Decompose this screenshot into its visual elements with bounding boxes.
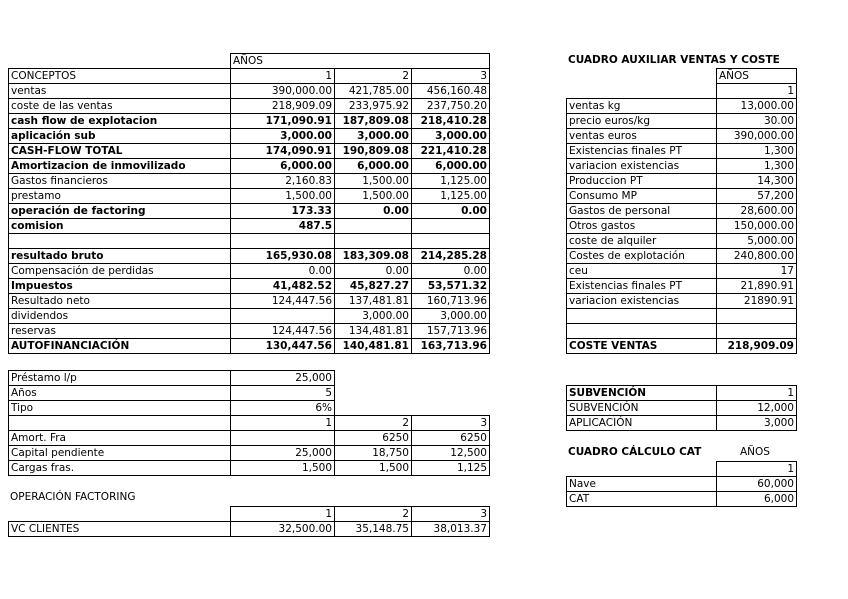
table-row bbox=[9, 204, 490, 219]
cat-label: CAT bbox=[567, 492, 717, 507]
table-row bbox=[567, 114, 797, 129]
aux-value: 21,890.91 bbox=[717, 279, 797, 294]
factoring-year-1: 1 bbox=[231, 507, 335, 522]
row-label: Resultado neto bbox=[9, 294, 231, 309]
aux-value: 21890.91 bbox=[717, 294, 797, 309]
table-row bbox=[9, 249, 490, 264]
aux-value: 1,300 bbox=[717, 159, 797, 174]
row-value-year-3: 157,713.96 bbox=[412, 324, 490, 339]
loan-year-2: 2 bbox=[335, 416, 412, 431]
row-label: Gastos financieros bbox=[9, 174, 231, 189]
row-value-year-3: 53,571.32 bbox=[412, 279, 490, 294]
aux-value: 14,300 bbox=[717, 174, 797, 189]
aux-value bbox=[717, 309, 797, 324]
cargas-value: 1,500 bbox=[231, 461, 335, 476]
row-value-year-3: 456,160.48 bbox=[412, 84, 490, 99]
row-label: ventas bbox=[9, 84, 231, 99]
amort-value bbox=[231, 431, 335, 446]
row-label: prestamo bbox=[9, 189, 231, 204]
table-row bbox=[567, 99, 797, 114]
coste-ventas-value: 218,909.09 bbox=[717, 339, 797, 354]
row-value-year-3: 237,750.20 bbox=[412, 99, 490, 114]
table-row bbox=[9, 144, 490, 159]
capital-value: 12,500 bbox=[412, 446, 490, 461]
aplicacion-value: 3,000 bbox=[717, 416, 797, 431]
aux-label: Costes de explotación bbox=[567, 249, 717, 264]
row-label: Compensación de perdidas bbox=[9, 264, 231, 279]
amort-value: 6250 bbox=[412, 431, 490, 446]
table-row bbox=[567, 144, 797, 159]
row-value-year-1: 218,909.09 bbox=[231, 99, 335, 114]
nave-value: 60,000 bbox=[717, 477, 797, 492]
row-value-year-2: 1,500.00 bbox=[335, 189, 412, 204]
cat-value: 6,000 bbox=[717, 492, 797, 507]
table-row bbox=[9, 159, 490, 174]
row-value-year-2: 233,975.92 bbox=[335, 99, 412, 114]
row-value-year-1: 130,447.56 bbox=[231, 339, 335, 354]
table-row bbox=[9, 99, 490, 114]
row-value-year-2: 190,809.08 bbox=[335, 144, 412, 159]
loan-year-1: 1 bbox=[231, 416, 335, 431]
table-row bbox=[9, 309, 490, 324]
aux-value: 57,200 bbox=[717, 189, 797, 204]
capital-value: 18,750 bbox=[335, 446, 412, 461]
row-value-year-3: 218,410.28 bbox=[412, 114, 490, 129]
row-value-year-2: 183,309.08 bbox=[335, 249, 412, 264]
anos-value: 5 bbox=[231, 386, 335, 401]
table-row bbox=[567, 324, 797, 339]
nave-label: Nave bbox=[567, 477, 717, 492]
row-value-year-1: 390,000.00 bbox=[231, 84, 335, 99]
table-row bbox=[567, 204, 797, 219]
aux-label: variacion existencias bbox=[567, 294, 717, 309]
coste-ventas-label: COSTE VENTAS bbox=[567, 339, 717, 354]
row-value-year-2 bbox=[335, 234, 412, 249]
table-row bbox=[567, 189, 797, 204]
aux-label: coste de alquiler bbox=[567, 234, 717, 249]
cargas-value: 1,500 bbox=[335, 461, 412, 476]
vc-clientes-value: 35,148.75 bbox=[335, 522, 412, 537]
row-label: cash flow de explotacion bbox=[9, 114, 231, 129]
row-value-year-3: 1,125.00 bbox=[412, 174, 490, 189]
empty-cell bbox=[9, 416, 231, 431]
capital-value: 25,000 bbox=[231, 446, 335, 461]
row-label: CASH-FLOW TOTAL bbox=[9, 144, 231, 159]
row-value-year-2: 1,500.00 bbox=[335, 174, 412, 189]
aux-label: ventas kg bbox=[567, 99, 717, 114]
row-value-year-3: 3,000.00 bbox=[412, 309, 490, 324]
aux-year: 1 bbox=[717, 84, 797, 99]
row-value-year-1: 3,000.00 bbox=[231, 129, 335, 144]
factoring-year-3: 3 bbox=[412, 507, 490, 522]
row-value-year-2: 134,481.81 bbox=[335, 324, 412, 339]
amort-label: Amort. Fra bbox=[9, 431, 231, 446]
vc-clientes-label: VC CLIENTES bbox=[9, 522, 231, 537]
aux-label bbox=[567, 324, 717, 339]
aux-value: 240,800.00 bbox=[717, 249, 797, 264]
table-row bbox=[567, 234, 797, 249]
aux-value: 5,000.00 bbox=[717, 234, 797, 249]
table-row bbox=[9, 279, 490, 294]
row-value-year-1: 6,000.00 bbox=[231, 159, 335, 174]
aux-value: 13,000.00 bbox=[717, 99, 797, 114]
row-value-year-2: 45,827.27 bbox=[335, 279, 412, 294]
row-label: Impuestos bbox=[9, 279, 231, 294]
table-row bbox=[9, 129, 490, 144]
aux-label: ventas euros bbox=[567, 129, 717, 144]
prestamo-label: Préstamo l/p bbox=[9, 371, 231, 386]
row-label: comision bbox=[9, 219, 231, 234]
table-row bbox=[9, 339, 490, 354]
aux-label: ceu bbox=[567, 264, 717, 279]
vc-clientes-value: 32,500.00 bbox=[231, 522, 335, 537]
row-value-year-1: 0.00 bbox=[231, 264, 335, 279]
aux-label: Otros gastos bbox=[567, 219, 717, 234]
cat-table bbox=[566, 461, 797, 507]
factoring-table bbox=[8, 506, 490, 537]
aux-label: Existencias finales PT bbox=[567, 144, 717, 159]
year-2-header: 2 bbox=[335, 69, 412, 84]
row-value-year-2: 187,809.08 bbox=[335, 114, 412, 129]
table-row bbox=[567, 249, 797, 264]
row-value-year-3 bbox=[412, 234, 490, 249]
row-value-year-3: 3,000.00 bbox=[412, 129, 490, 144]
cat-title: CUADRO CÁLCULO CAT bbox=[568, 446, 702, 458]
row-label: Amortizacion de inmovilizado bbox=[9, 159, 231, 174]
row-value-year-1: 124,447.56 bbox=[231, 324, 335, 339]
cargas-label: Cargas fras. bbox=[9, 461, 231, 476]
aux-label: variacion existencias bbox=[567, 159, 717, 174]
aux-label: precio euros/kg bbox=[567, 114, 717, 129]
row-value-year-1: 165,930.08 bbox=[231, 249, 335, 264]
row-value-year-1: 41,482.52 bbox=[231, 279, 335, 294]
table-row bbox=[9, 114, 490, 129]
row-value-year-1: 174,090.91 bbox=[231, 144, 335, 159]
table-row bbox=[9, 189, 490, 204]
empty-cell bbox=[9, 54, 231, 69]
vc-clientes-value: 38,013.37 bbox=[412, 522, 490, 537]
table-row bbox=[567, 279, 797, 294]
row-value-year-3: 214,285.28 bbox=[412, 249, 490, 264]
row-value-year-3: 160,713.96 bbox=[412, 294, 490, 309]
row-value-year-2: 0.00 bbox=[335, 264, 412, 279]
table-row bbox=[567, 309, 797, 324]
conceptos-header: CONCEPTOS bbox=[9, 69, 231, 84]
table-row bbox=[9, 294, 490, 309]
row-label: reservas bbox=[9, 324, 231, 339]
row-value-year-1 bbox=[231, 234, 335, 249]
row-value-year-1: 487.5 bbox=[231, 219, 335, 234]
aux-value: 28,600.00 bbox=[717, 204, 797, 219]
anos-label: Años bbox=[9, 386, 231, 401]
table-row bbox=[567, 264, 797, 279]
subvencion-label: SUBVENCIÓN bbox=[567, 401, 717, 416]
subvencion-value: 12,000 bbox=[717, 401, 797, 416]
row-value-year-1: 2,160.83 bbox=[231, 174, 335, 189]
row-value-year-2: 137,481.81 bbox=[335, 294, 412, 309]
aux-value: 17 bbox=[717, 264, 797, 279]
aux-title: CUADRO AUXILIAR VENTAS Y COSTE bbox=[568, 54, 780, 66]
row-label: coste de las ventas bbox=[9, 99, 231, 114]
factoring-title: OPERACIÓN FACTORING bbox=[10, 491, 136, 503]
row-value-year-2: 6,000.00 bbox=[335, 159, 412, 174]
row-value-year-1 bbox=[231, 309, 335, 324]
aux-label bbox=[567, 309, 717, 324]
aux-years-header: AÑOS bbox=[717, 69, 797, 84]
aux-label: Existencias finales PT bbox=[567, 279, 717, 294]
aux-label: Gastos de personal bbox=[567, 204, 717, 219]
total-row bbox=[567, 339, 797, 354]
prestamo-value: 25,000 bbox=[231, 371, 335, 386]
row-value-year-3: 0.00 bbox=[412, 204, 490, 219]
tipo-value: 6% bbox=[231, 401, 335, 416]
aux-value bbox=[717, 324, 797, 339]
row-value-year-2: 3,000.00 bbox=[335, 129, 412, 144]
row-value-year-3: 6,000.00 bbox=[412, 159, 490, 174]
row-label: AUTOFINANCIACIÓN bbox=[9, 339, 231, 354]
year-1-header: 1 bbox=[231, 69, 335, 84]
table-row bbox=[567, 219, 797, 234]
table-row bbox=[567, 129, 797, 144]
row-label: operación de factoring bbox=[9, 204, 231, 219]
aux-label: Produccion PT bbox=[567, 174, 717, 189]
row-value-year-1: 173.33 bbox=[231, 204, 335, 219]
row-value-year-3: 221,410.28 bbox=[412, 144, 490, 159]
row-value-year-3 bbox=[412, 219, 490, 234]
subvencion-title-value: 1 bbox=[717, 386, 797, 401]
row-value-year-1: 124,447.56 bbox=[231, 294, 335, 309]
row-value-year-1: 171,090.91 bbox=[231, 114, 335, 129]
row-label: dividendos bbox=[9, 309, 231, 324]
subvencion-table bbox=[566, 385, 797, 431]
years-header: AÑOS bbox=[231, 54, 490, 69]
amort-value: 6250 bbox=[335, 431, 412, 446]
table-row bbox=[9, 234, 490, 249]
loan-year-3: 3 bbox=[412, 416, 490, 431]
table-row bbox=[9, 84, 490, 99]
capital-label: Capital pendiente bbox=[9, 446, 231, 461]
table-row bbox=[567, 174, 797, 189]
aux-value: 390,000.00 bbox=[717, 129, 797, 144]
table-row bbox=[567, 159, 797, 174]
table-row bbox=[9, 324, 490, 339]
aplicacion-label: APLICACIÓN bbox=[567, 416, 717, 431]
row-value-year-3: 163,713.96 bbox=[412, 339, 490, 354]
row-label: resultado bruto bbox=[9, 249, 231, 264]
row-value-year-3: 0.00 bbox=[412, 264, 490, 279]
row-value-year-2: 3,000.00 bbox=[335, 309, 412, 324]
table-row bbox=[9, 264, 490, 279]
row-label bbox=[9, 234, 231, 249]
cat-year: 1 bbox=[717, 462, 797, 477]
cat-years-label: AÑOS bbox=[740, 446, 770, 458]
aux-label: Consumo MP bbox=[567, 189, 717, 204]
aux-value: 150,000.00 bbox=[717, 219, 797, 234]
table-row bbox=[567, 294, 797, 309]
loan-table bbox=[8, 370, 490, 476]
year-3-header: 3 bbox=[412, 69, 490, 84]
row-value-year-2: 140,481.81 bbox=[335, 339, 412, 354]
row-label: aplicación sub bbox=[9, 129, 231, 144]
row-value-year-2 bbox=[335, 219, 412, 234]
table-row bbox=[9, 174, 490, 189]
subvencion-title: SUBVENCIÓN bbox=[567, 386, 717, 401]
aux-table bbox=[566, 68, 797, 354]
row-value-year-2: 0.00 bbox=[335, 204, 412, 219]
aux-value: 30.00 bbox=[717, 114, 797, 129]
row-value-year-1: 1,500.00 bbox=[231, 189, 335, 204]
row-value-year-3: 1,125.00 bbox=[412, 189, 490, 204]
row-value-year-2: 421,785.00 bbox=[335, 84, 412, 99]
tipo-label: Tipo bbox=[9, 401, 231, 416]
factoring-year-2: 2 bbox=[335, 507, 412, 522]
table-row bbox=[9, 219, 490, 234]
aux-value: 1,300 bbox=[717, 144, 797, 159]
cargas-value: 1,125 bbox=[412, 461, 490, 476]
cash-flow-table bbox=[8, 53, 490, 354]
